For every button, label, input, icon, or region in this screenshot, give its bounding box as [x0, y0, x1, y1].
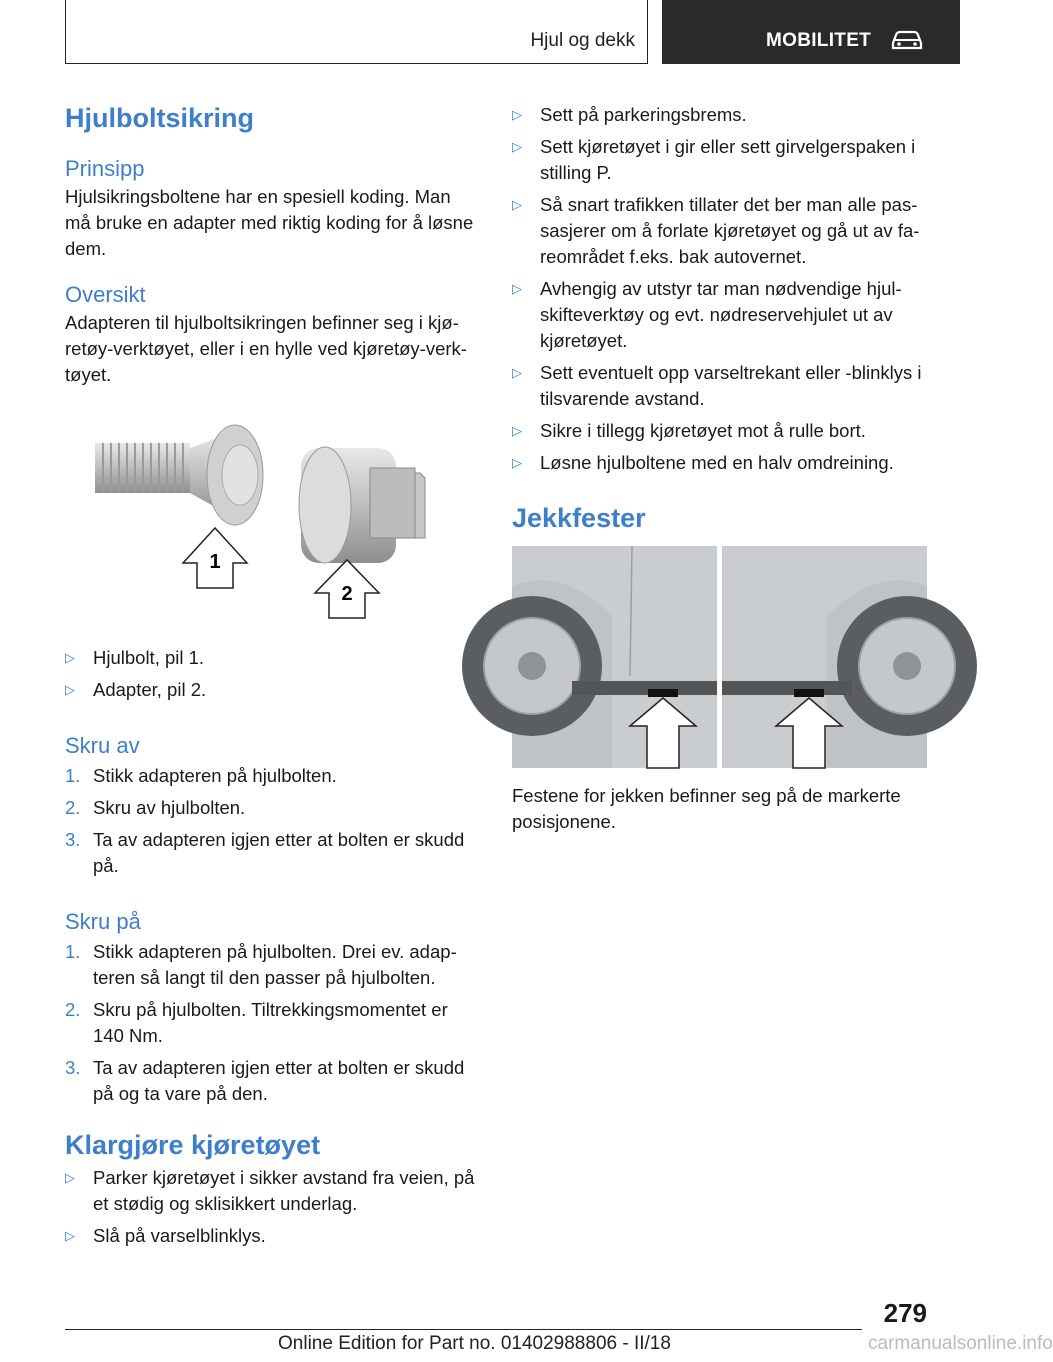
triangle-bullet-icon: ▷: [65, 1228, 75, 1243]
steps-skru-pa: [65, 939, 480, 1107]
triangle-bullet-icon: ▷: [512, 281, 522, 296]
list-item: ▷ Sikre i tillegg kjøretøyet mot å rulle bort.: [512, 418, 927, 444]
list-item: 2. Skru av hjulbolten.: [65, 797, 246, 818]
section-tab: [662, 0, 960, 64]
list-item: ▷ Sett kjøretøyet i gir eller sett girvelgerspaken i stilling P.: [512, 134, 927, 186]
triangle-bullet-icon: ▷: [512, 423, 522, 438]
wheel-bolt-illustration: [65, 428, 480, 628]
heading-oversikt: Oversikt: [65, 282, 146, 307]
steps-skru-av: [65, 763, 480, 879]
list-item: ▷ Løsne hjulboltene med en halv omdreining.: [512, 450, 927, 476]
list-item: 3. Ta av adapteren igjen etter at bolten er skudd på og ta vare på den.: [65, 1057, 465, 1104]
triangle-bullet-icon: ▷: [512, 107, 522, 122]
text-prinsipp: Hjulsikringsboltene har en spesiell koding. Man må bruke en adapter med riktig koding for å løsne dem.: [65, 186, 474, 259]
right-column: [512, 102, 927, 835]
list-item: ▷ Hjulbolt, pil 1.: [65, 645, 480, 671]
figure-label-2: 2: [341, 583, 353, 605]
text-oversikt: Adapteren til hjulboltsikringen befinner seg i kjøretøy-verktøyet, eller i en hylle ved kjøretøy-verktøyet.: [65, 312, 467, 385]
page-title: Hjulboltsikring: [65, 103, 254, 133]
left-column: [65, 100, 480, 1249]
page-number: 279: [883, 1298, 927, 1328]
triangle-bullet-icon: ▷: [512, 455, 522, 470]
triangle-bullet-icon: ▷: [512, 197, 522, 212]
section-title: MOBILITET: [766, 30, 872, 51]
list-klargjore: [65, 1165, 480, 1249]
heading-jekkfester: Jekkfester: [512, 503, 646, 533]
heading-skru-pa: Skru på: [65, 909, 141, 934]
list-item: ▷ Slå på varselblinklys.: [65, 1223, 480, 1249]
heading-skru-av: Skru av: [65, 733, 140, 758]
list-item: ▷ Så snart trafikken tillater det ber man alle passasjerer om å forlate kjøretøyet og gå ut av fareområdet f.eks. bak autovernet.: [512, 192, 927, 270]
figure-label-1: 1: [209, 551, 221, 573]
heading-prinsipp: Prinsipp: [65, 156, 145, 181]
header-chapter-box: [65, 0, 648, 64]
triangle-bullet-icon: ▷: [512, 139, 522, 154]
list-item: ▷ Adapter, pil 2.: [65, 677, 480, 703]
triangle-bullet-icon: ▷: [65, 682, 75, 697]
caption-jekkfester: Festene for jekken befinner seg på de markerte posisjonene.: [512, 785, 901, 832]
list-item: ▷ Parker kjøretøyet i sikker avstand fra veien, på et stødig og sklisikkert underlag.: [65, 1165, 480, 1217]
list-item: 2. Skru på hjulbolten. Tiltrekkingsmomentet er 140 Nm.: [65, 999, 448, 1046]
heading-klargjore: Klargjøre kjøretøyet: [65, 1130, 321, 1160]
list-item: ▷ Avhengig av utstyr tar man nødvendige hjulskifteverktøy og evt. nødreservehjulet ut av kjøretøyet.: [512, 276, 927, 354]
chapter-title: Hjul og dekk: [530, 30, 635, 51]
triangle-bullet-icon: ▷: [65, 650, 75, 665]
list-item: 1. Stikk adapteren på hjulbolten. Drei ev. adapteren så langt til den passer på hjulbolten.: [65, 941, 457, 988]
list-klargjore-cont: [512, 102, 927, 476]
triangle-bullet-icon: ▷: [65, 1170, 75, 1185]
list-item: ▷ Sett eventuelt opp varseltrekant eller -blinklys i tilsvarende avstand.: [512, 360, 927, 412]
legend-list: [65, 645, 480, 703]
footer-divider: [65, 1329, 862, 1330]
watermark-logo: carmanualsonline.info: [868, 1333, 1053, 1354]
list-item: ▷ Sett på parkeringsbrems.: [512, 102, 927, 128]
list-item: 1. Stikk adapteren på hjulbolten.: [65, 765, 337, 786]
footer-text: Online Edition for Part no. 01402988806 - II/18: [278, 1333, 671, 1354]
car-icon: [890, 29, 924, 51]
jack-points-illustration: [512, 546, 927, 768]
triangle-bullet-icon: ▷: [512, 365, 522, 380]
list-item: 3. Ta av adapteren igjen etter at bolten er skudd på.: [65, 829, 465, 876]
